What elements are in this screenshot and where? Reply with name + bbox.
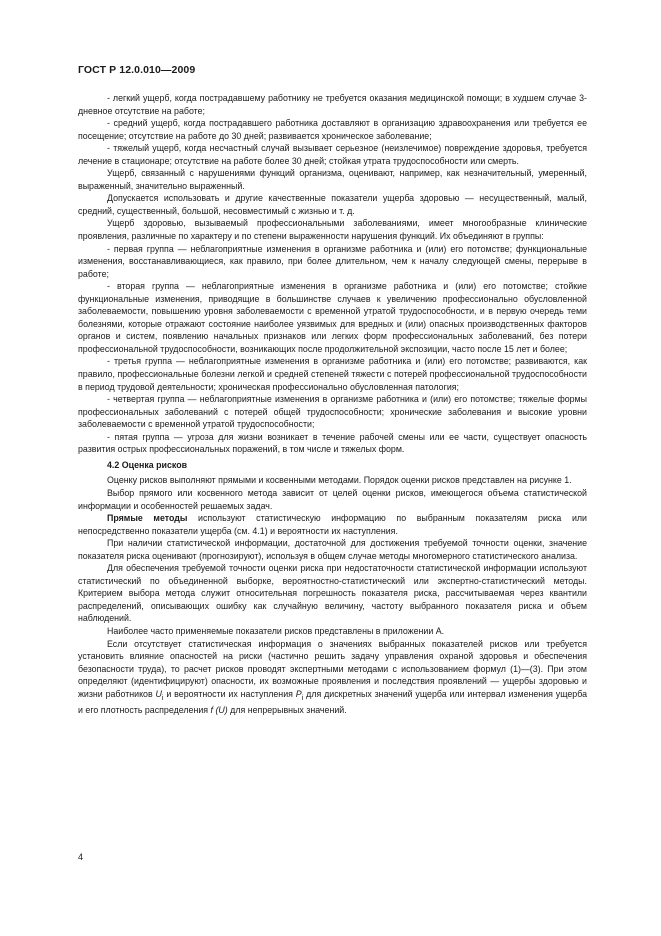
paragraph: Оценку рисков выполняют прямыми и косвенными методами. Порядок оценки рисков представлен на рисунке 1. [107,475,572,486]
function-f: f [210,705,213,716]
paragraph: Выбор прямого или косвенного метода зависит от целей оценки рисков, имеющегося объема статистической информации и особенностей решаемых задач. [78,487,587,511]
paragraph-text: для непрерывных значений. [227,705,347,716]
paragraph: - легкий ущерб, когда пострадавшему работнику не требуется оказания медицинской помощи; в худшем случае 3-дневное отсутствие на работе; [78,93,587,116]
variable-U: U [155,688,162,699]
variable-P: P [295,688,302,699]
paragraph: Ущерб, связанный с нарушениями функций организма, оценивают, например, как незначительный, умеренный, выраженный, значительно выраженный. [78,168,587,191]
page-number: 4 [78,852,84,862]
subscript-i: i [161,692,164,702]
paragraph: Ущерб здоровью, вызываемый профессиональными заболеваниями, имеет многообразные клинические проявления, различные по характеру и по степени выраженности нарушения функций. Их объединяют в группы: [78,218,587,242]
paragraph: - пятая группа — угроза для жизни возникает в течение рабочей смены или ее части, существует опасность развития острых профессиональных поражений, в том числе и тяжелых форм. [78,431,587,455]
paragraph-text: Если отсутствует статистическая информация о значениях выбранных показателей рисков или требуется установить влияние опасностей на риски (частично решить задачу управления охраной здоровья и обеспечения безопасности труда), то расчет рисков проводят экспертными методами с использованием формул (1)—(3). При этом определяют (идентифицируют) опасности, их возможные проявления и последствия проявлений — ущербы здоровью и жизни работников [78,638,587,699]
paragraph-text: и вероятности их наступления [163,688,296,699]
paragraph: - четвертая группа — неблагоприятные изменения в организме работника и (или) его потомстве; тяжелые формы профессиональных заболеваний с потерей общей трудоспособности; хронические заболевания и высокие уровни заболеваемости с временной утратой трудоспособности; [78,394,587,430]
function-arg: (U) [212,705,228,716]
paragraph: - тяжелый ущерб, когда несчастный случай вызывает серьезное (неизлечимое) повреждение здоровья, требуется лечение в стационаре; отсутствие на работе более 30 дней; стойкая утрата трудоспособности или смерть. [78,143,587,166]
paragraph: - вторая группа — неблагоприятные изменения в организме работника и (или) его потомстве; стойкие функциональные изменения, приводящие в большинстве случаев к увеличению профессионально обусловленной заболеваемости, повышению уровня заболеваемости с временной утратой трудоспособности, и в первую очередь теми болезнями, которые отражают состояние наиболее уязвимых для вредных и (или) опасных производственных факторов органов и систем, появлению начальных признаков или легких форм профессиональных заболеваний, без потери профессиональной трудоспособности, возникающих после продолжительной экспозиции, часто после 15 лет и более; [78,281,587,354]
document-body [78,92,587,717]
paragraph: Допускается использовать и другие качественные показатели ущерба здоровью — несущественный, малый, средний, существенный, большой, несовместимый с жизнью и т. д. [78,193,587,216]
paragraph-text: используют статистическую информацию по выбранным показателям риска или непосредственно показатели ущерба (см. 4.1) и вероятности их наступления. [78,513,587,536]
paragraph: - первая группа — неблагоприятные изменения в организме работника и (или) его потомстве; функциональные изменения, восстанавливающиеся, как правило, при более длительном, чем к началу следующей смены, перерыве в работе; [78,243,587,279]
paragraph: - средний ущерб, когда пострадавшего работника доставляют в организацию здравоохранения или требуется ее посещение; отсутствие на работе до 30 дней; развивается хроническое заболевание; [78,118,587,141]
paragraph [78,638,587,717]
subscript-i: i [301,692,304,702]
paragraph: Наиболее часто применяемые показатели рисков представлены в приложении А. [107,625,445,636]
section-heading: 4.2 Оценка рисков [107,459,188,470]
paragraph: При наличии статистической информации, достаточной для достижения требуемой точности оценки, значение показателя риска оценивают (прогнозируют), используя в общем случае методы многомерного статистического анализа. [78,538,587,561]
paragraph-text: для дискретных значений ущерба или интервал изменения ущерба и его плотность распределения [78,688,587,716]
bold-term: Прямые методы [107,513,188,524]
document-header: ГОСТ Р 12.0.010—2009 [78,64,196,76]
paragraph: Для обеспечения требуемой точности оценки риска при недостаточности статистической информации используют статистический по объединенной выборке, вероятностно-статистический или экспертно-статистический методы. Критерием выбора метода служит относительная погрешность показателя риска, рассчитываемая через квантили распределений, описывающих ошибку как случайную величину, частоту выбранного показателя риска и объем наблюдений. [78,563,587,624]
paragraph: - третья группа — неблагоприятные изменения в организме работника и (или) его потомстве; развиваются, как правило, профессиональные болезни легкой и средней степеней тяжести с потерей профессиональной трудоспособности в период трудовой деятельности; хроническая профессионально обусловленная патология; [78,356,587,392]
paragraph [78,512,587,537]
